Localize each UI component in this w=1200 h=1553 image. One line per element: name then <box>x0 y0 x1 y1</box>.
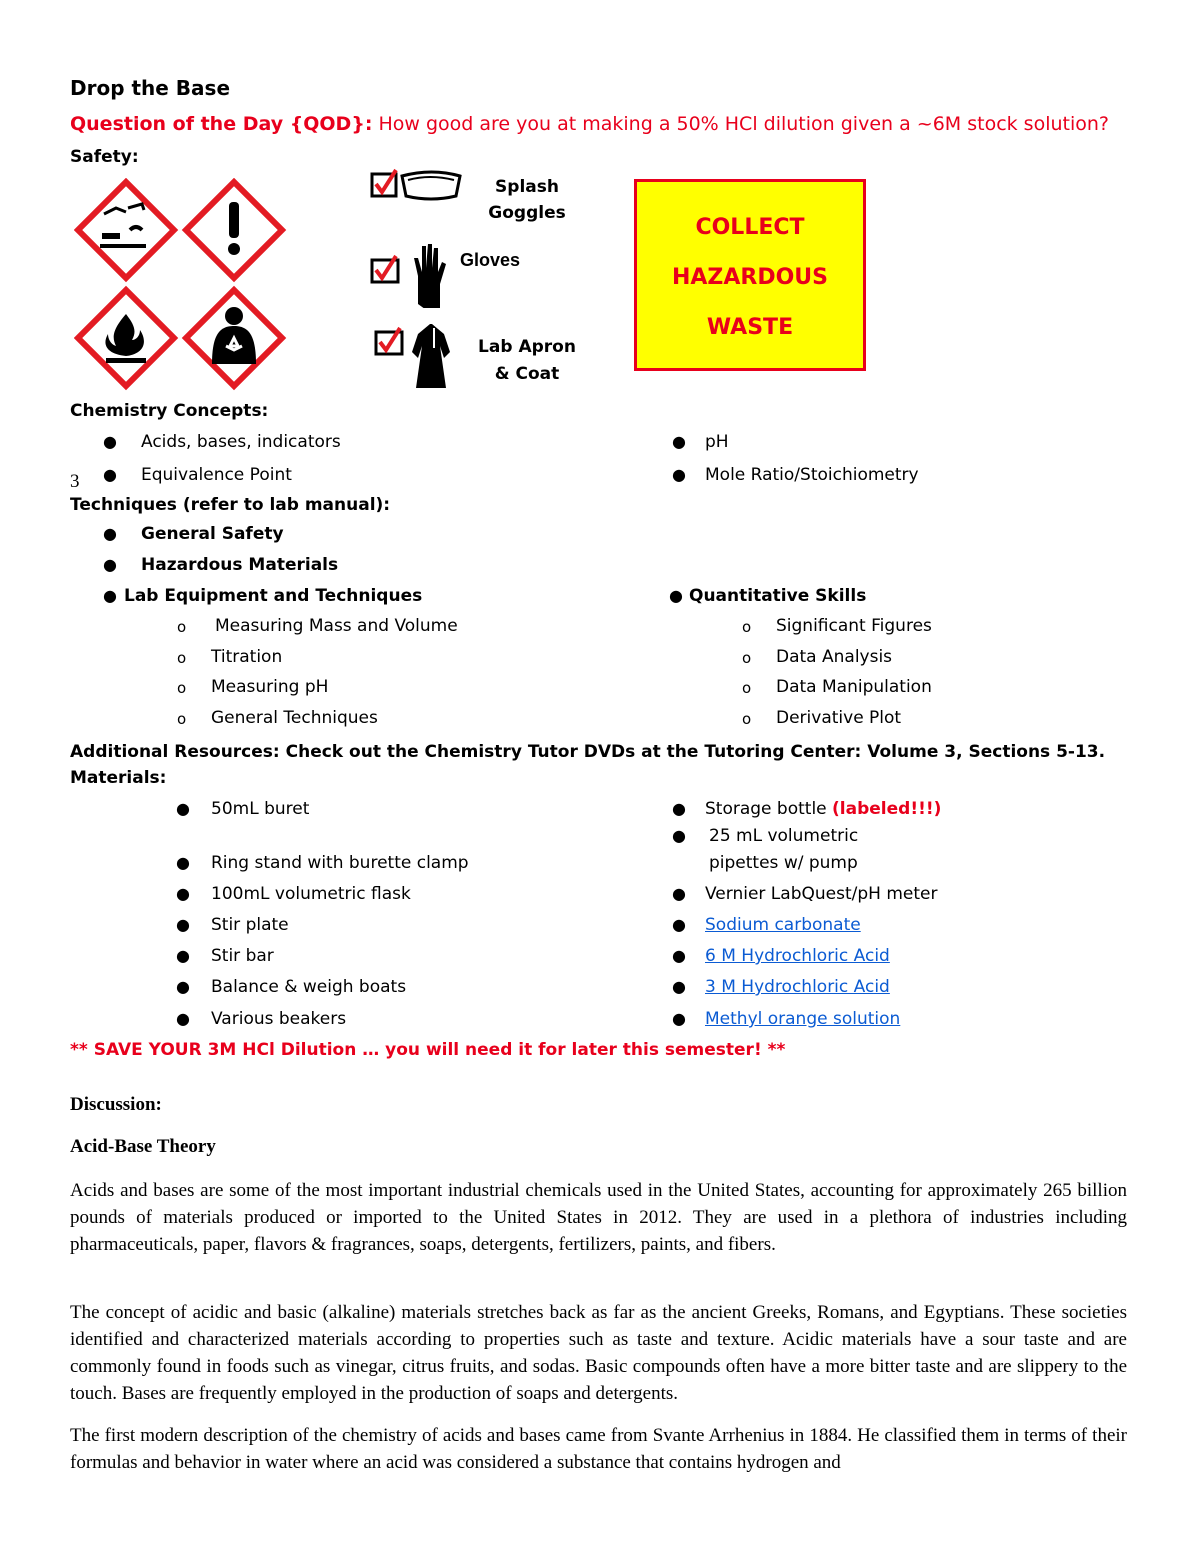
material-pipette-line-2: pipettes w/ pump <box>709 853 858 873</box>
technique-subitem: Titration <box>211 647 283 667</box>
technique-subitem: Data Analysis <box>776 647 893 667</box>
gloves-label: Gloves <box>460 250 520 270</box>
additional-resources <box>70 742 1105 762</box>
circle-bullet-icon: o <box>742 618 752 636</box>
waste-line-3: WASTE <box>706 315 794 340</box>
technique-subitem: General Techniques <box>211 708 378 728</box>
question-of-the-day <box>70 113 1109 135</box>
technique-subitem: Significant Figures <box>776 616 932 636</box>
circle-bullet-icon: o <box>177 649 187 667</box>
technique-subitem: Measuring pH <box>211 677 329 697</box>
technique-subitem: Data Manipulation <box>776 677 932 697</box>
safety-label: Safety: <box>70 147 139 167</box>
material-item: 100mL volumetric flask <box>211 884 411 904</box>
bullet-icon: ● <box>672 946 686 965</box>
exclamation-icon <box>186 182 282 278</box>
bullet-icon: ● <box>103 586 117 605</box>
gloves-icon <box>370 238 520 308</box>
flammable-icon <box>78 290 174 386</box>
bullet-icon: ● <box>176 915 190 934</box>
bullet-icon: ● <box>672 977 686 996</box>
concept-item: pH <box>705 432 729 452</box>
material-item: Various beakers <box>211 1009 347 1029</box>
bullet-icon: ● <box>176 1009 190 1028</box>
technique-subitem: Measuring Mass and Volume <box>215 616 458 636</box>
bullet-icon: ● <box>176 799 190 818</box>
qod-text: How good are you at making a 50% HCl dilution given a ~6M stock solution? <box>372 113 1109 135</box>
lab-apron-icon <box>370 320 465 392</box>
circle-bullet-icon: o <box>177 710 187 728</box>
bullet-icon: ● <box>176 977 190 996</box>
discussion-paragraph-1: Acids and bases are some of the most important industrial chemicals used in the United States, accounting for approximately 265 billion pounds of materials produced or imported to the United States in 2012. They are used in a plethora of industries including pharmaceuticals, paper, flavors & fragrances, soaps, detergents, fertilizers, paints, and fibers. <box>70 1180 1127 1255</box>
technique-subitem: Derivative Plot <box>776 708 902 728</box>
storage-bottle-text: Storage bottle <box>705 799 833 819</box>
chemistry-concepts-label: Chemistry Concepts: <box>70 401 269 421</box>
sodium-carbonate-link[interactable]: Sodium carbonate <box>705 915 861 935</box>
bullet-icon: ● <box>103 432 117 451</box>
bullet-icon: ● <box>176 946 190 965</box>
circle-bullet-icon: o <box>177 679 187 697</box>
bullet-icon: ● <box>176 884 190 903</box>
circle-bullet-icon: o <box>742 679 752 697</box>
bullet-icon: ● <box>672 826 686 845</box>
methyl-orange-link[interactable]: Methyl orange solution <box>705 1009 901 1029</box>
concept-item: Mole Ratio/Stoichiometry <box>705 465 919 485</box>
discussion-paragraph-3: The first modern description of the chemistry of acids and bases came from Svante Arrhenius in 1884. He classified them in terms of their formulas and behavior in water where an acid was considered a substance that contains hydrogen and <box>70 1425 1127 1473</box>
circle-bullet-icon: o <box>742 649 752 667</box>
storage-bottle-note: (labeled!!!) <box>832 799 942 819</box>
techniques-label: Techniques (refer to lab manual): <box>70 495 391 515</box>
concept-item: Equivalence Point <box>141 465 292 485</box>
bullet-icon: ● <box>103 465 117 484</box>
material-item: Vernier LabQuest/pH meter <box>705 884 938 904</box>
bullet-icon: ● <box>103 555 117 574</box>
health-hazard-icon <box>186 290 282 386</box>
qod-label: Question of the Day {QOD}: <box>70 113 373 135</box>
circle-bullet-icon: o <box>742 710 752 728</box>
circle-bullet-icon: o <box>177 618 187 636</box>
material-item: 50mL buret <box>211 799 310 819</box>
resources-text: Check out the Chemistry Tutor DVDs at the Tutoring Center: Volume 3, Sections 5-13. <box>279 742 1106 762</box>
corrosive-icon <box>78 182 174 278</box>
bullet-icon: ● <box>672 884 686 903</box>
technique-item: Hazardous Materials <box>141 555 339 575</box>
discussion-label: Discussion: <box>70 1094 162 1115</box>
bullet-icon: ● <box>672 915 686 934</box>
acid-base-theory-heading: Acid-Base Theory <box>70 1136 216 1157</box>
bullet-icon: ● <box>103 524 117 543</box>
bullet-icon: ● <box>669 586 683 605</box>
lab-apron-label: Lab Apron & Coat <box>478 337 576 384</box>
material-item: Ring stand with burette clamp <box>211 853 469 873</box>
splash-goggles-label: Splash Goggles <box>488 177 566 223</box>
discussion-paragraph-2: The concept of acidic and basic (alkaline) materials stretches back as far as the ancient Greeks, Romans, and Egyptians. These societies identified and characterized materials according to properties such as taste and texture. Acidic materials have a sour taste and are commonly found in foods such as vinegar, citrus fruits, and sodas. Basic compounds often have a more bitter taste and are slippery to the touch. Bases are frequently employed in the production of soaps and detergents. <box>70 1302 1127 1404</box>
bullet-icon: ● <box>672 799 686 818</box>
3m-hcl-link[interactable]: 3 M Hydrochloric Acid <box>705 977 890 997</box>
quantitative-label: Quantitative Skills <box>689 586 867 606</box>
goggles-icon <box>370 166 465 218</box>
save-dilution-warning: ** SAVE YOUR 3M HCl Dilution … you will need it for later this semester! ** <box>70 1040 786 1060</box>
hazardous-waste-sign <box>634 179 866 371</box>
bullet-icon: ● <box>672 465 686 484</box>
technique-item: General Safety <box>141 524 284 544</box>
stray-number: 3 <box>70 471 80 492</box>
page-title: Drop the Base <box>70 76 231 100</box>
materials-label: Materials: <box>70 768 167 788</box>
waste-line-1: COLLECT <box>695 215 805 240</box>
waste-line-2: HAZARDOUS <box>671 265 829 290</box>
material-item: Stir plate <box>211 915 289 935</box>
material-storage-bottle <box>705 799 941 819</box>
bullet-icon: ● <box>176 853 190 872</box>
concept-item: Acids, bases, indicators <box>141 432 341 452</box>
lab-equipment-label: Lab Equipment and Techniques <box>124 586 423 606</box>
ghs-pictograms <box>74 178 288 392</box>
bullet-icon: ● <box>672 1009 686 1028</box>
material-item: Stir bar <box>211 946 274 966</box>
bullet-icon: ● <box>672 432 686 451</box>
material-pipette-line-1: 25 mL volumetric <box>709 826 859 846</box>
material-item: Balance & weigh boats <box>211 977 407 997</box>
resources-label: Additional Resources: <box>70 742 280 762</box>
6m-hcl-link[interactable]: 6 M Hydrochloric Acid <box>705 946 890 966</box>
